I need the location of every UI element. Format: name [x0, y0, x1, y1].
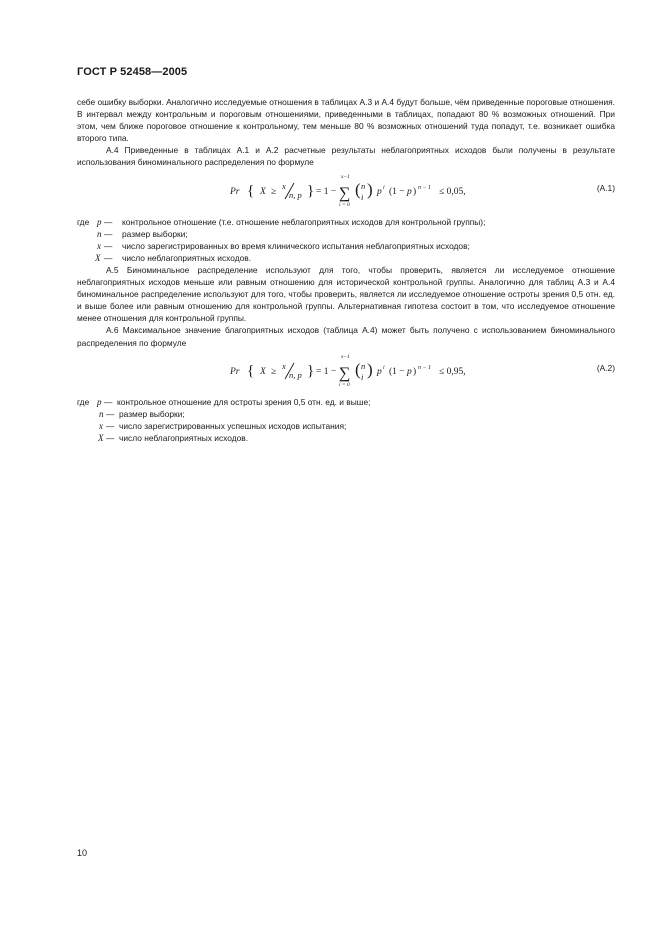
formula-a1-number: (А.1)	[596, 182, 615, 193]
definition-text: число зарегистрированных во время клинического испытания неблагоприятных исходов;	[122, 240, 470, 251]
definition-symbol: X	[95, 252, 101, 263]
definition-lead: где	[77, 396, 90, 407]
definition-symbol: p	[97, 396, 102, 407]
svg-text:i: i	[361, 371, 364, 382]
definition-row	[77, 396, 615, 408]
definition-symbol: n	[99, 408, 104, 419]
definition-lead: где	[77, 216, 90, 227]
definition-row	[77, 420, 615, 432]
definition-text: число неблагоприятных исходов.	[122, 252, 252, 263]
definition-dash: —	[104, 252, 113, 263]
definition-symbol: x	[97, 240, 101, 251]
svg-text:p: p	[407, 186, 412, 197]
svg-text:): )	[413, 186, 417, 197]
definition-text: число зарегистрированных успешных исходов испытания;	[119, 420, 347, 431]
definition-dash: —	[106, 432, 115, 443]
definition-dash: —	[104, 240, 113, 251]
svg-text:i: i	[383, 364, 385, 371]
svg-text:n − 1: n − 1	[418, 184, 432, 191]
document-header: ГОСТ Р 52458—2005	[77, 66, 188, 78]
svg-text:= 1 −: = 1 −	[316, 186, 337, 197]
definition-text: размер выборки;	[119, 408, 185, 419]
definition-symbol: x	[99, 420, 103, 431]
svg-text:n, p: n, p	[289, 189, 302, 200]
definition-text: контрольное отношение для остроты зрения 0,5 отн. ед. и выше;	[117, 396, 371, 407]
svg-text:i: i	[361, 191, 364, 202]
svg-text:i: i	[383, 184, 385, 191]
formula-a1-graphic	[227, 170, 547, 216]
svg-text:x−1: x−1	[341, 173, 350, 180]
definition-row	[77, 228, 615, 240]
formula-a2-number: (А.2)	[596, 362, 615, 373]
definition-symbol: p	[97, 216, 102, 227]
svg-text:≥: ≥	[271, 186, 277, 197]
svg-text:(1 −: (1 −	[389, 186, 405, 197]
definition-text: размер выборки;	[122, 228, 188, 239]
svg-text:∑: ∑	[339, 364, 351, 382]
svg-text:n: n	[361, 180, 366, 191]
svg-text:): )	[413, 366, 417, 377]
definition-row	[77, 408, 615, 420]
definition-row	[77, 240, 615, 252]
definition-dash: —	[104, 228, 113, 239]
svg-text:i = 0: i = 0	[339, 201, 350, 208]
definition-symbol: X	[98, 432, 104, 443]
svg-text:Pr: Pr	[230, 366, 240, 377]
svg-text:(: (	[355, 179, 361, 199]
definition-row	[77, 252, 615, 264]
paragraph-a6: А.6 Максимальное значение благоприятных исходов (таблица А.4) может быть получено с использованием биноминального распределения по формуле	[77, 325, 615, 348]
svg-text:(1 −: (1 −	[389, 366, 405, 377]
paragraph-a5: А.5 Биноминальное распределение используют для того, чтобы проверить, является ли исследуемое отношение неблагоприятных исходов меньше или равным отношению для исторической контрольной группы. Аналогично для таблиц А.3 и А.4 биноминальное распределение используют для того, чтобы проверить, является ли исследуемое отношение остроты зрения 0,5 отн. ед. и выше более или равным отношению для контрольной группы. Альтернативная гипотеза состоит в том, что исследуемое отношение менее отношения для контрольной группы.	[77, 264, 615, 324]
svg-text:n, p: n, p	[289, 369, 302, 380]
svg-text:): )	[367, 359, 373, 379]
svg-text:x: x	[282, 360, 286, 371]
paragraph-a4: А.4 Приведенные в таблицах А.1 и А.2 расчетные результаты неблагоприятных исходов были получены в результате использования биноминального распределения по формуле	[77, 145, 615, 168]
svg-text:(: (	[355, 359, 361, 379]
svg-text:): )	[367, 179, 373, 199]
svg-text:}: }	[307, 362, 315, 379]
svg-text:Pr: Pr	[230, 186, 240, 197]
svg-text:X: X	[260, 366, 266, 377]
definition-dash: —	[104, 396, 113, 407]
paragraph-continuation: себе ошибку выборки. Аналогично исследуемые отношения в таблицах А.3 и А.4 будут больше, чём приведенные пороговые отношения. В интервал между контрольным и пороговым отношениями, приведенными в таблицах, попадают 80 % возможных отношений. При этом, чем ближе пороговое отношение к контрольному, тем меньше 80 % возможных отношений туда попадут, т.е. возникает ошибка второго типа.	[77, 97, 615, 144]
definition-text: контрольное отношение (т.е. отношение неблагоприятных исходов для контрольной группы);	[122, 216, 486, 227]
definition-dash: —	[106, 408, 115, 419]
svg-text:x−1: x−1	[341, 353, 350, 360]
definition-row	[77, 432, 615, 444]
svg-text:∑: ∑	[339, 184, 351, 202]
page-number: 10	[77, 848, 88, 858]
document-body	[77, 96, 615, 444]
formula-a2	[77, 350, 615, 396]
svg-text:p: p	[377, 186, 382, 197]
svg-text:{: {	[247, 182, 255, 199]
svg-text:p: p	[407, 366, 412, 377]
svg-text:X: X	[260, 186, 266, 197]
svg-text:n: n	[361, 360, 366, 371]
svg-text:}: }	[307, 182, 315, 199]
definition-text: число неблагоприятных исходов.	[119, 432, 249, 443]
formula-a2-rhs: ≤ 0,95,	[439, 366, 466, 377]
svg-text:i = 0: i = 0	[339, 381, 350, 388]
formula-a1	[77, 170, 615, 216]
formula-a2-graphic	[227, 350, 547, 396]
definition-symbol: n	[97, 228, 102, 239]
formula-a1-rhs: ≤ 0,05,	[439, 186, 466, 197]
svg-text:{: {	[247, 362, 255, 379]
svg-text:n − 1: n − 1	[418, 364, 432, 371]
svg-text:p: p	[377, 366, 382, 377]
svg-text:x: x	[282, 180, 286, 191]
svg-text:= 1 −: = 1 −	[316, 366, 337, 377]
definition-row	[77, 216, 615, 228]
svg-text:≥: ≥	[271, 366, 277, 377]
definition-dash: —	[104, 216, 113, 227]
definition-dash: —	[106, 420, 115, 431]
